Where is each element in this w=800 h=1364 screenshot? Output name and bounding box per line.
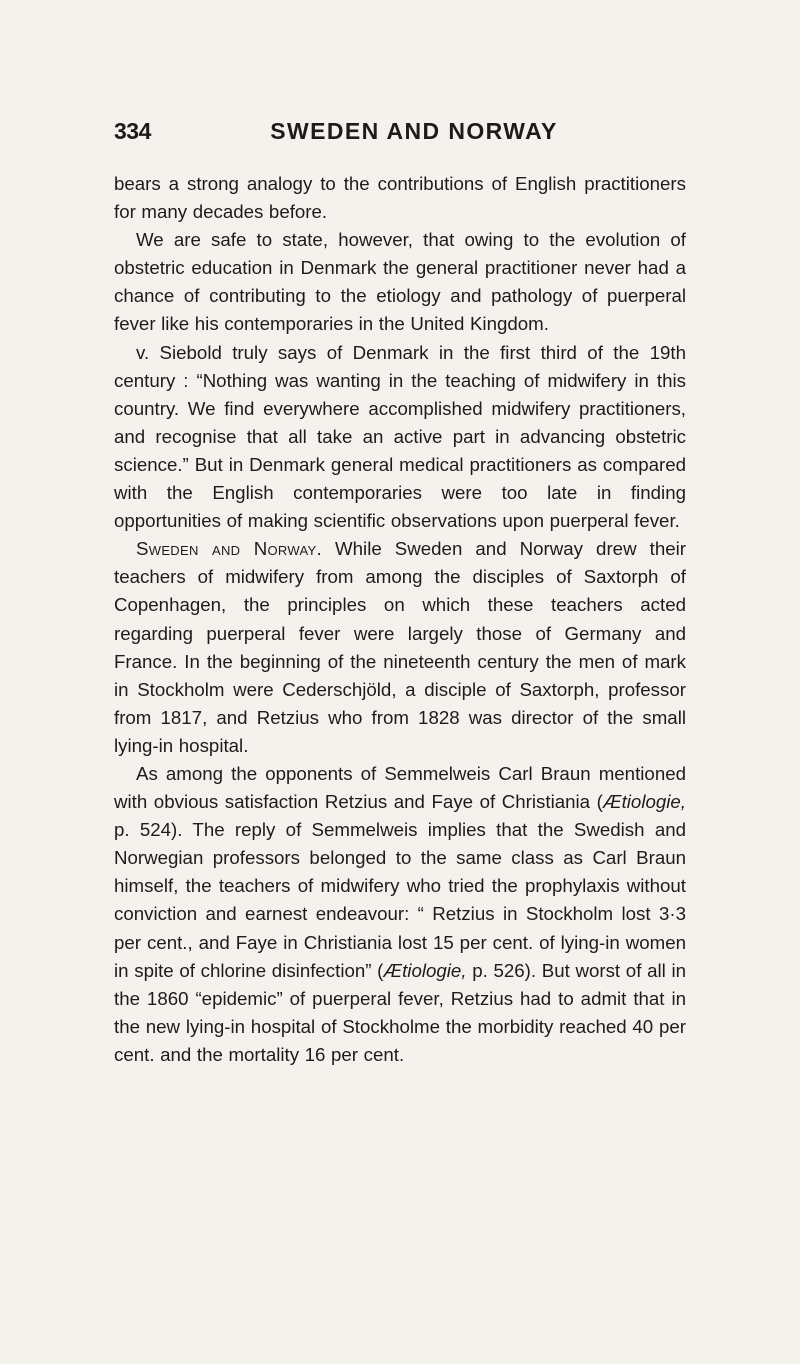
paragraph-text: We are safe to state, however, that owing to the evolution of obstetric education in Denmark the general practitioner never had a chance of contributing to the etiology and pathology of puerperal fever like his contemporaries in the United Kingdom.: [114, 229, 686, 335]
body-text: [114, 170, 686, 1069]
section-heading: Sweden and Norway.: [136, 538, 322, 560]
paragraph: [114, 339, 686, 536]
running-head: SWEDEN AND NORWAY: [270, 118, 558, 144]
citation-title: Ætiologie,: [602, 791, 686, 813]
paragraph-text: bears a strong analogy to the contributions of English practitioners for many decades before.: [114, 173, 686, 223]
paragraph-text: As among the opponents of Semmelweis Carl Braun mentioned with obvious satisfaction Retzius and Faye of Christiania (: [114, 762, 686, 813]
paragraph-text: p. 526). But worst of all in the 1860 “epidemic” of puerperal fever, Retzius had to admit that in the new lying-in hospital of Stockholme the morbidity reached 40 per cent. and the mortality 16 per cent.: [114, 959, 686, 1065]
paragraph: [114, 170, 686, 226]
paragraph-text: v. Siebold truly says of Denmark in the first third of the 19th century : “Nothing was wanting in the teaching of midwifery in this country. We find everywhere accomplished midwifery practitioners, and recognise that all take an active part in advancing obstetric science.” But in Denmark general medical practitioners as compared with the English contemporaries were too late in finding opportunities of making scientific observations upon puerperal fever.: [114, 341, 686, 532]
paragraph: [114, 226, 686, 338]
citation-title: Ætiologie,: [383, 959, 467, 981]
page-header: [0, 118, 800, 152]
paragraph-text: p. 524). The reply of Semmelweis implies that the Swedish and Norwegian professors belonged to the same class as Carl Braun himself, the teachers of midwifery who tried the prophylaxis without conviction and earnest endeavour: “ Retzius in Stockholm lost 3·3 per cent., and Faye in Christiania lost 15 per cent. of lying-in women in spite of chlorine disinfection” (: [114, 819, 686, 981]
page-number: 334: [114, 118, 151, 144]
paragraph: [114, 760, 686, 1069]
paragraph-text: While Sweden and Norway drew their teachers of midwifery from among the disciples of Saxtorph of Copenhagen, the principles on which these teachers acted regarding puerperal fever were largely those of Germany and France. In the beginning of the nineteenth century the men of mark in Stockholm were Cederschjöld, a disciple of Saxtorph, professor from 1817, and Retzius who from 1828 was director of the small lying-in hospital.: [114, 538, 686, 756]
paragraph: [114, 535, 686, 760]
